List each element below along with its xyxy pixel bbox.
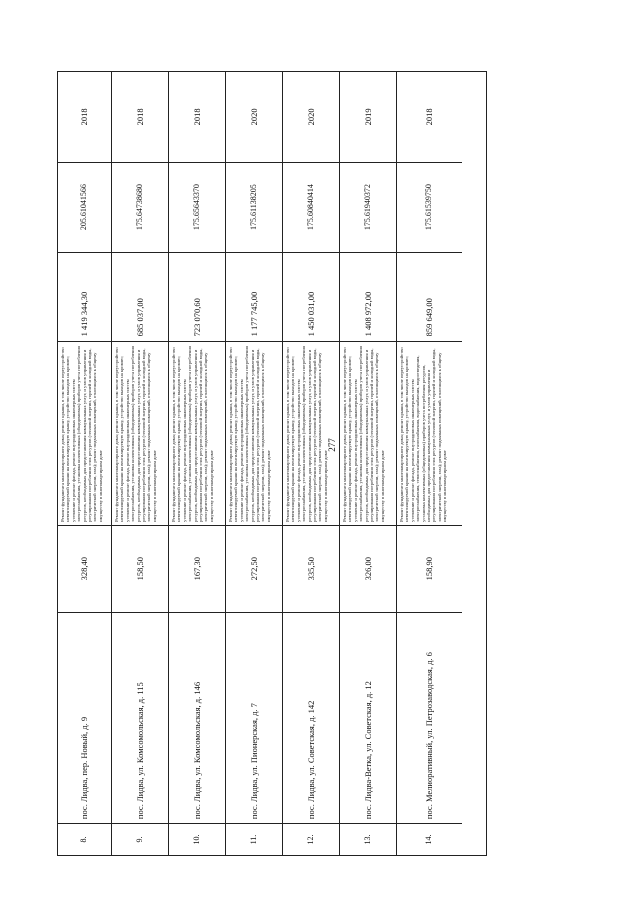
row-works: Ремонт фундамента многоквартирного дома; ремонт крыши, в том числе переустройство невентилируемой крыши на вентилируемую крышу, устройство выходов на кровлю; утепление и ремонт фасада, ремонт внутридомовых инженерных систем электроснабжения, установка коллективных (общедомовых) приборов учета потребления ресурсов, необходимых для предоставления коммунальных услуг, и узлов управления и регулирования потребления этих ресурсов (тепловой энергии, горячей и холодной воды, электрической энергии, газа); ремонт подвальных помещений, относящихся к общему имуществу в многоквартирном доме [112,341,168,525]
row-code: 175.61539750 [397,162,462,252]
row-code: 175.61940372 [340,162,396,252]
row-year: 2018 [424,108,435,126]
row-address: пос. Лидва-Ветка, ул. Советская, д. 12 [340,612,396,823]
row-area: 167,30 [169,525,225,612]
row-cost: 723 070,60 [169,252,225,342]
table-row [397,72,462,855]
row-address: пос. Мелиоративный, ул. Петрозаводская, д. 6 [397,612,462,823]
page-number: 277 [327,438,337,452]
row-area: 326,00 [340,525,396,612]
row-code: 205.61041566 [58,162,111,252]
row-year: 2020 [248,108,259,126]
row-works: Ремонт фундамента многоквартирного дома; ремонт крыши, в том числе переустройство невентилируемой крыши на вентилируемую крышу, устройство выходов на кровлю; утепление и ремонт фасада, ремонт внутридомовых инженерных систем электроснабжения, установка коллективных (общедомовых) приборов учета потребления ресурсов, необходимых для предоставления коммунальных услуг, и узлов управления и регулирования потребления этих ресурсов (тепловой энергии, горячей и холодной воды, электрической энергии, газа); ремонт подвальных помещений, относящихся к общему имуществу в многоквартирном доме [340,341,396,525]
table-row [169,72,226,855]
row-cost: 1 419 344,30 [58,252,111,342]
table-row [226,72,283,855]
table-row [58,72,112,855]
row-address: пос. Лидва, пер. Новый, д. 9 [58,612,111,823]
row-number: 12. [283,823,339,855]
row-number: 9. [112,823,168,855]
row-code: 175.61138205 [226,162,282,252]
row-works: Ремонт фундамента многоквартирного дома; ремонт крыши, в том числе переустройство невентилируемой крыши на вентилируемую крышу, устройство выходов на кровлю; утепление и ремонт фасада, ремонт внутридомовых инженерных систем электроснабжения, установка коллективных (общедомовых) приборов учета потребления ресурсов, необходимых для предоставления коммунальных услуг, и узлов управления и регулирования потребления этих ресурсов (тепловой энергии, горячей и холодной воды, электрической энергии, газа); ремонт подвальных помещений, относящихся к общему имуществу в многоквартирном доме [58,341,111,525]
row-number: 14. [397,823,462,855]
row-cost: 1 450 031,00 [283,252,339,342]
table-row [340,72,397,855]
row-area: 158,90 [397,525,462,612]
row-works: Ремонт фундамента многоквартирного дома; ремонт крыши, в том числе переустройство невентилируемой крыши на вентилируемую крышу, устройство выходов на кровлю; утепление и ремонт фасада, ремонт внутридомовых инженерных систем электроснабжения, установка коллективных (общедомовых) приборов учета потребления ресурсов, необходимых для предоставления коммунальных услуг, и узлов управления и регулирования потребления этих ресурсов (тепловой энергии, горячей и холодной воды, электрической энергии, газа); ремонт подвальных помещений, относящихся к общему имуществу в многоквартирном доме [226,341,282,525]
row-year: 2018 [191,108,202,126]
row-year: 2020 [305,108,316,126]
row-year: 2018 [134,108,145,126]
row-year: 2018 [79,108,90,126]
row-cost: 859 649,00 [397,252,462,342]
row-cost: 1 408 972,00 [340,252,396,342]
row-area: 328,40 [58,525,111,612]
row-code: 175.60840414 [283,162,339,252]
row-number: 13. [340,823,396,855]
row-code: 175.65643370 [169,162,225,252]
row-number: 10. [169,823,225,855]
row-works: Ремонт фундамента многоквартирного дома; ремонт крыши, в том числе переустройство невентилируемой крыши на вентилируемую крышу, устройство выходов на кровлю; утепление и ремонт фасада, ремонт внутридомовых инженерных систем электроснабжения, установка коллективных (общедомовых) приборов учета потребления ресурсов, необходимых для предоставления коммунальных услуг, и узлов управления и регулирования потребления этих ресурсов (тепловой энергии, горячей и холодной воды, электрической энергии, газа); ремонт подвальных помещений, относящихся к общему имуществу в многоквартирном доме [169,341,225,525]
row-area: 335,50 [283,525,339,612]
row-code: 175.64738680 [112,162,168,252]
row-cost: 1 177 745,00 [226,252,282,342]
row-address: пос. Лидва, ул. Комсомольская, д. 146 [169,612,225,823]
table-row [283,72,340,855]
row-works: Ремонт фундамента многоквартирного дома; ремонт крыши, в том числе переустройство невентилируемой крыши на вентилируемую крышу, устройство выходов на кровлю; утепление и ремонт фасада, ремонт внутридомовых инженерных систем электроснабжения, теплоснабжения, газоснабжения, водоснабжения, водоотведения, установка коллективных (общедомовых) приборов учета потребления ресурсов, необходимых для предоставления коммунальных услуг, и узлов управления и регулирования потребления этих ресурсов (тепловой энергии, горячей и холодной воды, электрической энергии, газа); ремонт подвальных помещений, относящихся к общему имуществу в многоквартирном доме [397,341,462,525]
row-address: пос. Лидва, ул. Пионерская, д. 7 [226,612,282,823]
row-number: 11. [226,823,282,855]
row-year: 2019 [362,108,373,126]
row-works: Ремонт фундамента многоквартирного дома; ремонт крыши, в том числе переустройство невентилируемой крыши на вентилируемую крышу, устройство выходов на кровлю; утепление и ремонт фасада, ремонт внутридомовых инженерных систем электроснабжения, установка коллективных (общедомовых) приборов учета потребления ресурсов, необходимых для предоставления коммунальных услуг, и узлов управления и регулирования потребления этих ресурсов (тепловой энергии, горячей и холодной воды, электрической энергии, газа); ремонт подвальных помещений, относящихся к общему имуществу в многоквартирном доме [283,341,339,525]
repair-schedule-table [57,71,487,856]
row-address: пос. Лидва, ул. Комсомольская, д. 115 [112,612,168,823]
row-cost: 685 037,00 [112,252,168,342]
row-address: пос. Лидва, ул. Советская, д. 142 [283,612,339,823]
row-area: 272,50 [226,525,282,612]
table-row [112,72,169,855]
row-number: 8. [58,823,111,855]
row-area: 158,50 [112,525,168,612]
